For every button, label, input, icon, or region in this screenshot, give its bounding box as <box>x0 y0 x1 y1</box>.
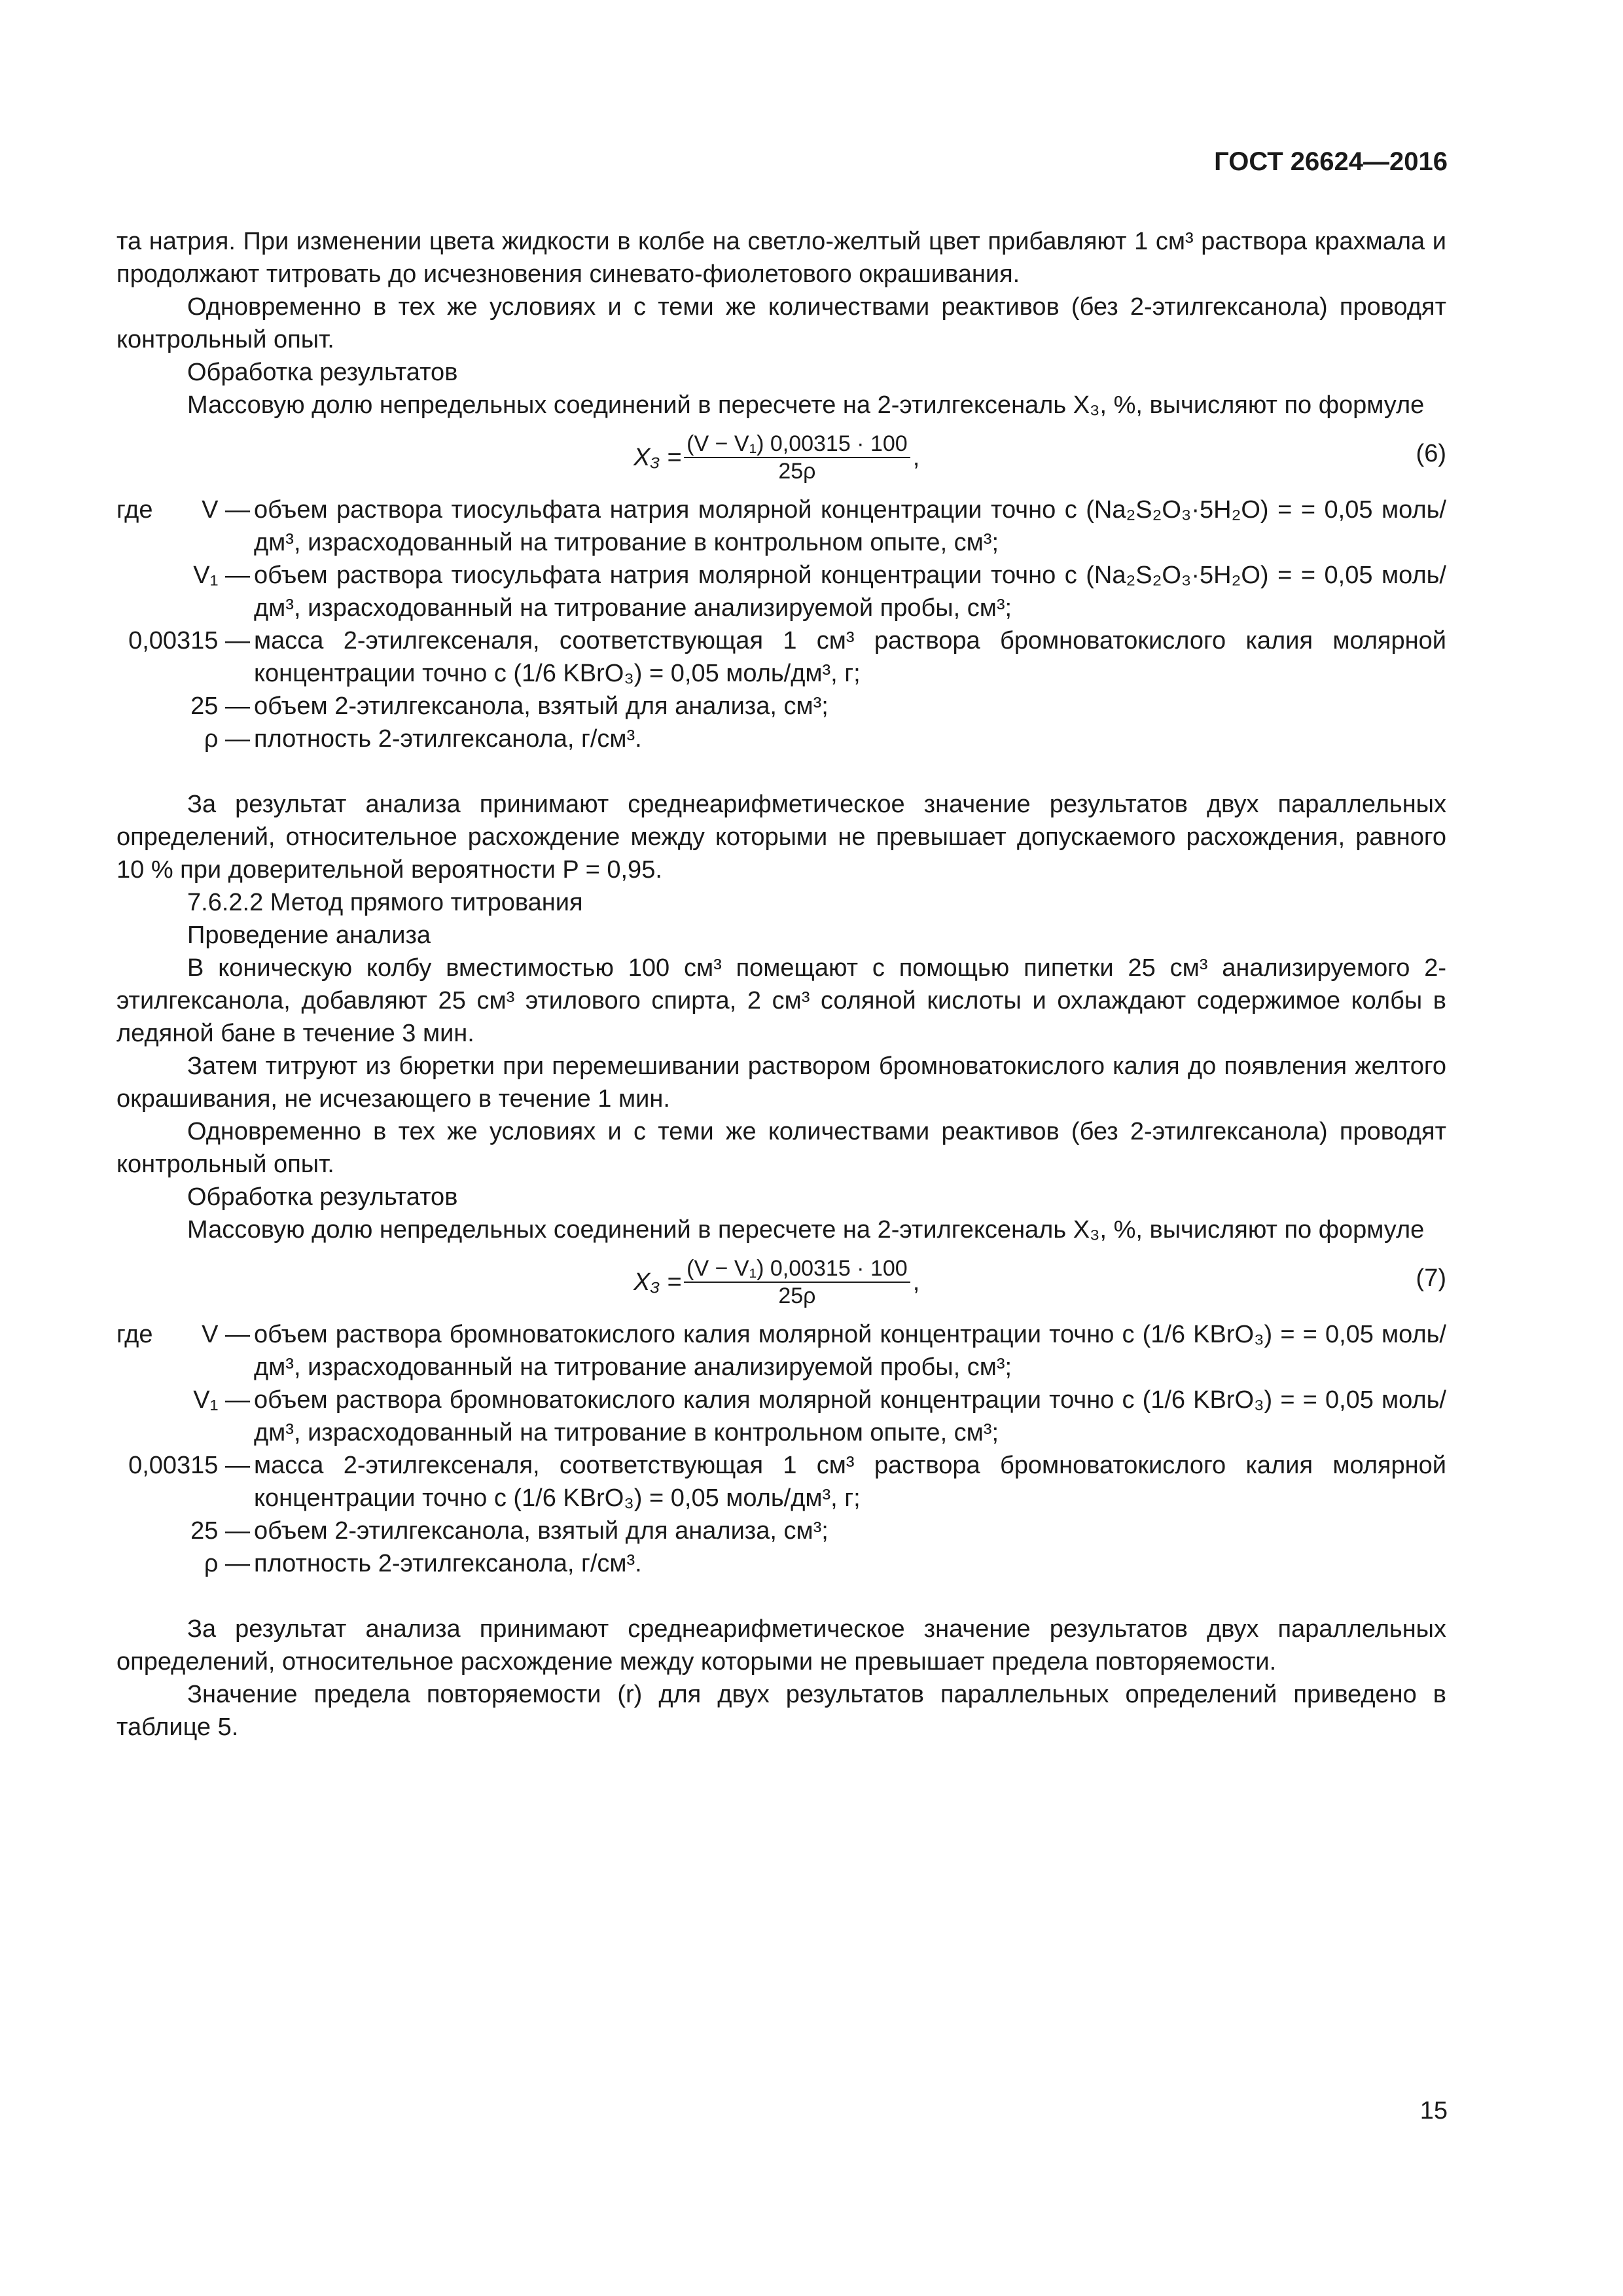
section-heading: 7.6.2.2 Метод прямого титрования <box>187 889 583 916</box>
formula-number: (6) <box>1416 440 1446 467</box>
paragraph: Массовую долю непредельных соединений в пересчете на 2-этилгексеналь X₃, %, вычисляют по формуле <box>187 391 1425 419</box>
definition-item <box>116 1449 1446 1515</box>
definition-text: объем раствора тиосульфата натрия молярной концентрации точно с (Na₂S₂O₃·5H₂O) = = 0,05 моль/дм³, израсходованный на титрование анализируемой пробы, см³; <box>254 562 1446 622</box>
definition-symbol: 0,00315 — <box>128 627 250 655</box>
definition-symbol: 0,00315 — <box>128 1452 250 1479</box>
formula-7 <box>116 1246 1446 1312</box>
formula-lhs: X₃ = <box>633 444 682 471</box>
subheading: Обработка результатов <box>187 1183 458 1211</box>
definition-item <box>116 723 1446 755</box>
definition-item <box>116 559 1446 624</box>
formula-denominator: 25ρ <box>778 1283 816 1308</box>
definition-text: объем 2-этилгексанола, взятый для анализа, см³; <box>254 692 829 720</box>
definition-text: объем 2-этилгексанола, взятый для анализа, см³; <box>254 1517 829 1545</box>
paragraph: За результат анализа принимают среднеарифметическое значение результатов двух параллельных определений, относительное расхождение между которыми не превышает предела повторяемости. <box>116 1615 1446 1676</box>
paragraph: В коническую колбу вместимостью 100 см³ помещают с помощью пипетки 25 см³ анализируемого 2-этилгексанола, добавляют 25 см³ этилового спирта, 2 см³ соляной кислоты и охлаждают содержимое колбы в ледяной бане в течение 3 мин. <box>116 954 1446 1047</box>
definition-item <box>116 1547 1446 1580</box>
paragraph: За результат анализа принимают среднеарифметическое значение результатов двух параллельных определений, относительное расхождение между которыми не превышает допускаемого расхождения, равного 10 % при доверительной вероятности P = 0,95. <box>116 791 1446 884</box>
definition-symbol: V — <box>202 1321 250 1348</box>
definition-symbol: V₁ — <box>193 1386 250 1414</box>
definitions-list <box>116 493 1446 755</box>
definition-text: объем раствора бромноватокислого калия молярной концентрации точно с (1/6 KBrO₃) = = 0,05 моль/дм³, израсходованный на титрование анализируемой пробы, см³; <box>254 1321 1446 1381</box>
formula-lhs: X₃ = <box>633 1268 682 1296</box>
definition-text: плотность 2-этилгексанола, г/см³. <box>254 1550 642 1577</box>
definition-symbol: 25 — <box>190 692 250 720</box>
definition-symbol: V₁ — <box>193 562 250 589</box>
where-label: где <box>116 1321 153 1348</box>
paragraph: Значение предела повторяемости (r) для двух результатов параллельных определений приведено в таблице 5. <box>116 1681 1446 1741</box>
paragraph: Затем титруют из бюретки при перемешивании раствором бромноватокислого калия до появления желтого окрашивания, не исчезающего в течение 1 мин. <box>116 1052 1446 1113</box>
definition-text: объем раствора тиосульфата натрия молярной концентрации точно с (Na₂S₂O₃·5H₂O) = = 0,05 моль/дм³, израсходованный на титрование в контрольном опыте, см³; <box>254 496 1446 556</box>
formula-fraction <box>684 431 910 484</box>
definition-text: объем раствора бромноватокислого калия молярной концентрации точно с (1/6 KBrO₃) = = 0,05 моль/дм³, израсходованный на титрование в контрольном опыте, см³; <box>254 1386 1446 1446</box>
definition-item <box>116 1384 1446 1449</box>
formula-numerator: (V − V₁) 0,00315 · 100 <box>684 1255 910 1283</box>
definition-symbol: V — <box>202 496 250 524</box>
where-label: где <box>116 496 153 524</box>
definitions-list <box>116 1318 1446 1580</box>
definition-text: масса 2-этилгексеналя, соответствующая 1 см³ раствора бромноватокислого калия молярной концентрации точно с (1/6 KBrO₃) = 0,05 моль/дм³, г; <box>254 627 1446 687</box>
definition-text: плотность 2-этилгексанола, г/см³. <box>254 725 642 753</box>
definition-item <box>116 1318 1446 1384</box>
formula-6 <box>116 422 1446 487</box>
definition-symbol: ρ — <box>204 725 250 753</box>
formula-numerator: (V − V₁) 0,00315 · 100 <box>684 431 910 458</box>
formula-trail: , <box>912 444 920 471</box>
document-body <box>116 225 1446 1744</box>
formula-number: (7) <box>1416 1265 1446 1292</box>
definition-item <box>116 624 1446 690</box>
document-id-header: ГОСТ 26624—2016 <box>1214 147 1448 176</box>
paragraph: та натрия. При изменении цвета жидкости в колбе на светло-желтый цвет прибавляют 1 см³ раствора крахмала и продолжают титровать до исчезновения синевато-фиолетового окрашивания. <box>116 228 1446 288</box>
page-number: 15 <box>1419 2097 1448 2125</box>
paragraph: Одновременно в тех же условиях и с теми же количествами реактивов (без 2-этилгексанола) проводят контрольный опыт. <box>116 1118 1446 1178</box>
definition-item <box>116 1515 1446 1547</box>
subheading: Проведение анализа <box>187 922 431 949</box>
formula-fraction <box>684 1255 910 1309</box>
paragraph: Одновременно в тех же условиях и с теми же количествами реактивов (без 2-этилгексанола) проводят контрольный опыт. <box>116 293 1446 353</box>
subheading: Обработка результатов <box>187 359 458 386</box>
definition-item <box>116 690 1446 723</box>
definition-item <box>116 493 1446 559</box>
formula-denominator: 25ρ <box>778 459 816 484</box>
definition-symbol: 25 — <box>190 1517 250 1545</box>
definition-symbol: ρ — <box>204 1550 250 1577</box>
paragraph: Массовую долю непредельных соединений в пересчете на 2-этилгексеналь X₃, %, вычисляют по формуле <box>187 1216 1425 1244</box>
formula-trail: , <box>912 1268 920 1296</box>
definition-text: масса 2-этилгексеналя, соответствующая 1 см³ раствора бромноватокислого калия молярной концентрации точно с (1/6 KBrO₃) = 0,05 моль/дм³, г; <box>254 1452 1446 1512</box>
